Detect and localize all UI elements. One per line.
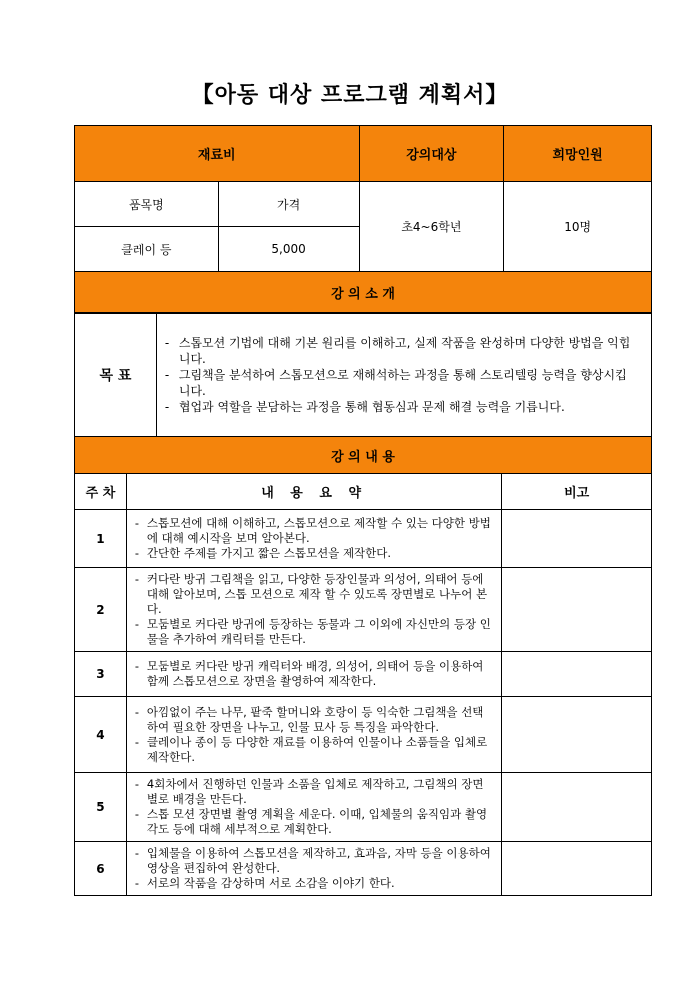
week-content-list <box>135 516 493 561</box>
week-note <box>502 697 652 773</box>
list-item: - 간단한 주제를 가지고 짧은 스톱모션을 제작한다. <box>135 546 493 561</box>
goal-item: - 협업과 역할을 분담하는 과정을 통해 협동심과 문제 해결 능력을 기릅니다. <box>165 399 631 415</box>
week-content-list <box>135 659 493 689</box>
goal-item: - 스톱모션 기법에 대해 기본 원리를 이해하고, 실제 작품을 완성하며 다양한 방법을 익힙니다. <box>165 335 631 367</box>
week-note <box>502 842 652 896</box>
summary-table <box>74 125 652 314</box>
note-column-header: 비고 <box>502 474 652 510</box>
week-content-list <box>135 705 493 765</box>
document-title: 【아동 대상 프로그램 계획서】 <box>191 83 509 108</box>
target-header: 강의대상 <box>359 126 504 182</box>
list-item: - 모둠별로 커다란 방귀에 등장하는 동물과 그 이외에 자신만의 등장 인물을 추가하여 캐릭터를 만든다. <box>135 617 493 647</box>
list-item: - 모둠별로 커다란 방귀 캐릭터와 배경, 의성어, 의태어 등을 이용하여 함께 스톱모션으로 장면을 촬영하여 제작한다. <box>135 659 493 689</box>
week-note <box>502 510 652 568</box>
list-item: - 스톱모션에 대해 이해하고, 스톱모션으로 제작할 수 있는 다양한 방법에 대해 예시작을 보며 알아본다. <box>135 516 493 546</box>
table-row <box>75 697 652 773</box>
week-note <box>502 568 652 652</box>
week-content-list <box>135 846 493 891</box>
week-column-header: 주 차 <box>75 474 127 510</box>
content-header: 강 의 내 용 <box>75 437 652 474</box>
price-header: 가격 <box>218 182 359 227</box>
item-name-value: 클레이 등 <box>75 227 219 272</box>
list-item: - 4회차에서 진행하던 인물과 소품을 입체로 제작하고, 그림책의 장면별로 배경을 만든다. <box>135 777 493 807</box>
table-row <box>75 568 652 652</box>
week-number: 5 <box>75 773 127 842</box>
item-name-header: 품목명 <box>75 182 219 227</box>
list-item: - 서로의 작품을 감상하며 서로 소감을 이야기 한다. <box>135 876 493 891</box>
materials-header: 재료비 <box>75 126 360 182</box>
list-item: - 아낌없이 주는 나무, 팥죽 할머니와 호랑이 등 익숙한 그림책을 선택하여 필요한 장면을 나누고, 인물 묘사 등 특징을 파악한다. <box>135 705 493 735</box>
week-number: 6 <box>75 842 127 896</box>
goal-item: - 그림책을 분석하여 스톱모션으로 재해석하는 과정을 통해 스토리텔링 능력을 향상시킵니다. <box>165 367 631 399</box>
week-number: 3 <box>75 652 127 697</box>
list-item: - 클레이나 종이 등 다양한 재료를 이용하여 인물이나 소품들을 입체로 제작한다. <box>135 735 493 765</box>
table-row <box>75 510 652 568</box>
week-number: 1 <box>75 510 127 568</box>
week-number: 4 <box>75 697 127 773</box>
intro-header: 강 의 소 개 <box>75 272 652 314</box>
goal-table <box>74 312 652 437</box>
week-content-list <box>135 572 493 647</box>
table-row <box>75 773 652 842</box>
capacity-header: 희망인원 <box>504 126 652 182</box>
week-note <box>502 773 652 842</box>
list-item: - 스톱 모션 장면별 촬영 계획을 세운다. 이때, 입체물의 움직임과 촬영 각도 등에 대해 세부적으로 계획한다. <box>135 807 493 837</box>
content-table <box>74 436 652 896</box>
target-value: 초4~6학년 <box>359 182 504 272</box>
capacity-value: 10명 <box>504 182 652 272</box>
week-number: 2 <box>75 568 127 652</box>
week-content-list <box>135 777 493 837</box>
goal-label: 목 표 <box>75 313 157 437</box>
week-note <box>502 652 652 697</box>
list-item: - 커다란 방귀 그림책을 읽고, 다양한 등장인물과 의성어, 의태어 등에 대해 알아보며, 스톱 모션으로 제작 할 수 있도록 장면별로 나누어 본다. <box>135 572 493 617</box>
goal-list <box>165 335 631 415</box>
item-price-value: 5,000 <box>218 227 359 272</box>
table-row <box>75 652 652 697</box>
summary-column-header: 내 용 요 약 <box>126 474 501 510</box>
list-item: - 입체물을 이용하여 스톱모션을 제작하고, 효과음, 자막 등을 이용하여 영상을 편집하여 완성한다. <box>135 846 493 876</box>
table-row <box>75 842 652 896</box>
